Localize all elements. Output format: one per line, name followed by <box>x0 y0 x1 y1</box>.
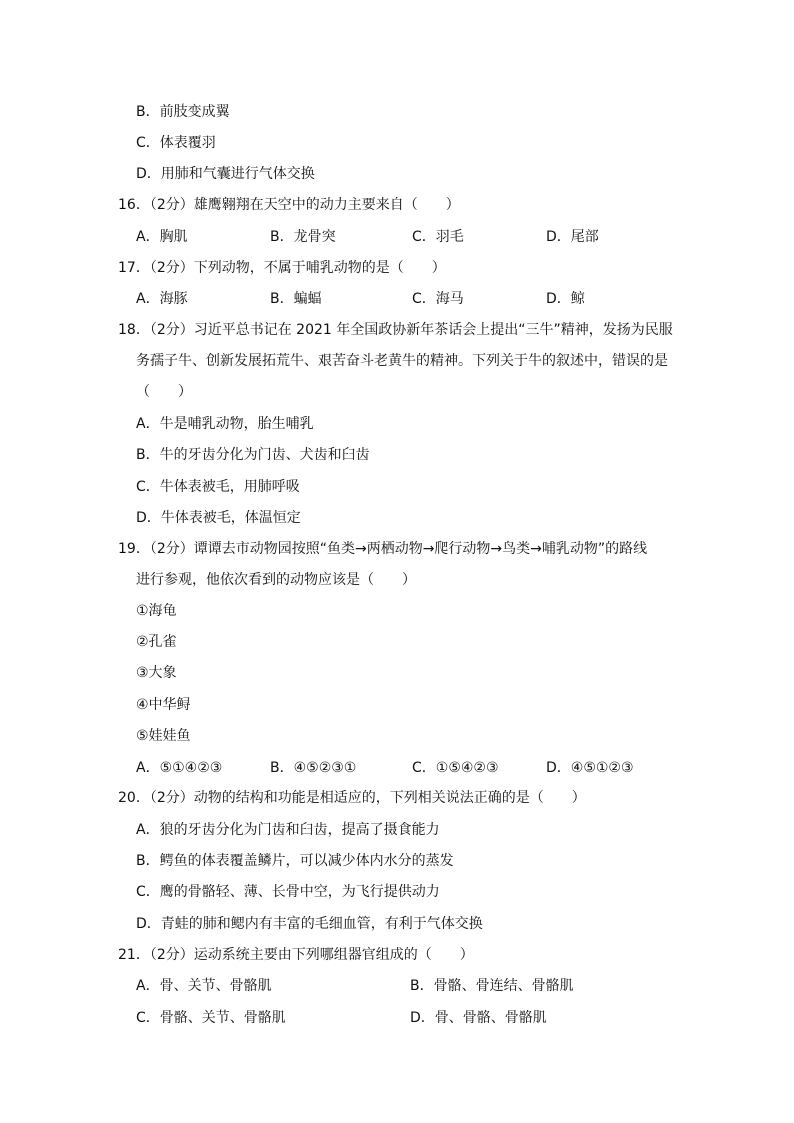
q15-option-d: D．用肺和气囊进行气体交换 <box>136 166 315 182</box>
q19-item-5: ⑤娃娃鱼 <box>136 728 191 744</box>
q19-stem-line1: 19．（2分）谭谭去市动物园按照“鱼类→两栖动物→爬行动物→鸟类→哺乳动物”的路线 <box>118 541 648 557</box>
q16-option-d: D．尾部 <box>546 229 599 245</box>
q20-option-d: D．青蛙的肺和鳃内有丰富的毛细血管，有利于气体交换 <box>136 916 483 932</box>
q21-option-d: D．骨、骨骼、骨骼肌 <box>410 1010 547 1026</box>
q16-option-b: B．龙骨突 <box>270 229 336 245</box>
q16-option-a: A．胸肌 <box>136 229 188 245</box>
q18-stem-line2: 务孺子牛、创新发展拓荒牛、艰苦奋斗老黄牛的精神。下列关于牛的叙述中，错误的是 <box>136 353 668 369</box>
q20-option-c: C．鹰的骨骼轻、薄、长骨中空，为飞行提供动力 <box>136 884 440 900</box>
q18-option-c: C．牛体表被毛，用肺呼吸 <box>136 479 300 495</box>
q19-option-d: D．④⑤①②③ <box>546 760 634 776</box>
q15-option-b: B．前肢变成翼 <box>136 104 230 120</box>
q18-option-a: A．牛是哺乳动物，胎生哺乳 <box>136 416 314 432</box>
q18-option-d: D．牛体表被毛，体温恒定 <box>136 510 301 526</box>
q19-item-1: ①海龟 <box>136 603 177 619</box>
q16-option-c: C．羽毛 <box>412 229 464 245</box>
q21-option-c: C．骨骼、关节、骨骼肌 <box>136 1010 286 1026</box>
q20-stem: 20．（2分）动物的结构和功能是相适应的，下列相关说法正确的是（ ） <box>118 790 586 806</box>
q16-stem: 16．（2分）雄鹰翱翔在天空中的动力主要来自（ ） <box>118 197 460 213</box>
q19-stem-line2: 进行参观，他依次看到的动物应该是（ ） <box>136 572 416 588</box>
q15-option-c: C．体表覆羽 <box>136 135 216 151</box>
q21-option-b: B．骨骼、骨连结、骨骼肌 <box>410 978 574 994</box>
q18-option-b: B．牛的牙齿分化为门齿、犬齿和臼齿 <box>136 447 370 463</box>
q19-option-b: B．④⑤②③① <box>270 760 357 776</box>
q21-stem: 21．（2分）运动系统主要由下列哪组器官组成的（ ） <box>118 947 474 963</box>
q21-option-a: A．骨、关节、骨骼肌 <box>136 978 272 994</box>
q18-stem-line1: 18．（2分）习近平总书记在 2021 年全国政协新年茶话会上提出“三牛”精神，发扬为民服 <box>118 322 673 338</box>
q19-item-3: ③大象 <box>136 665 177 681</box>
q17-option-b: B．蝙蝠 <box>270 291 322 307</box>
q19-item-4: ④中华鲟 <box>136 697 191 713</box>
q17-stem: 17．（2分）下列动物，不属于哺乳动物的是（ ） <box>118 260 446 276</box>
q19-option-c: C．①⑤④②③ <box>412 760 499 776</box>
q19-item-2: ②孔雀 <box>136 634 177 650</box>
q17-option-d: D．鲸 <box>546 291 585 307</box>
q20-option-b: B．鳄鱼的体表覆盖鳞片，可以减少体内水分的蒸发 <box>136 853 454 869</box>
q19-option-a: A．⑤①④②③ <box>136 760 223 776</box>
q20-option-a: A．狼的牙齿分化为门齿和臼齿，提高了摄食能力 <box>136 822 440 838</box>
q17-option-a: A．海豚 <box>136 291 188 307</box>
q17-option-c: C．海马 <box>412 291 464 307</box>
q18-stem-line3: （ ） <box>136 384 192 400</box>
